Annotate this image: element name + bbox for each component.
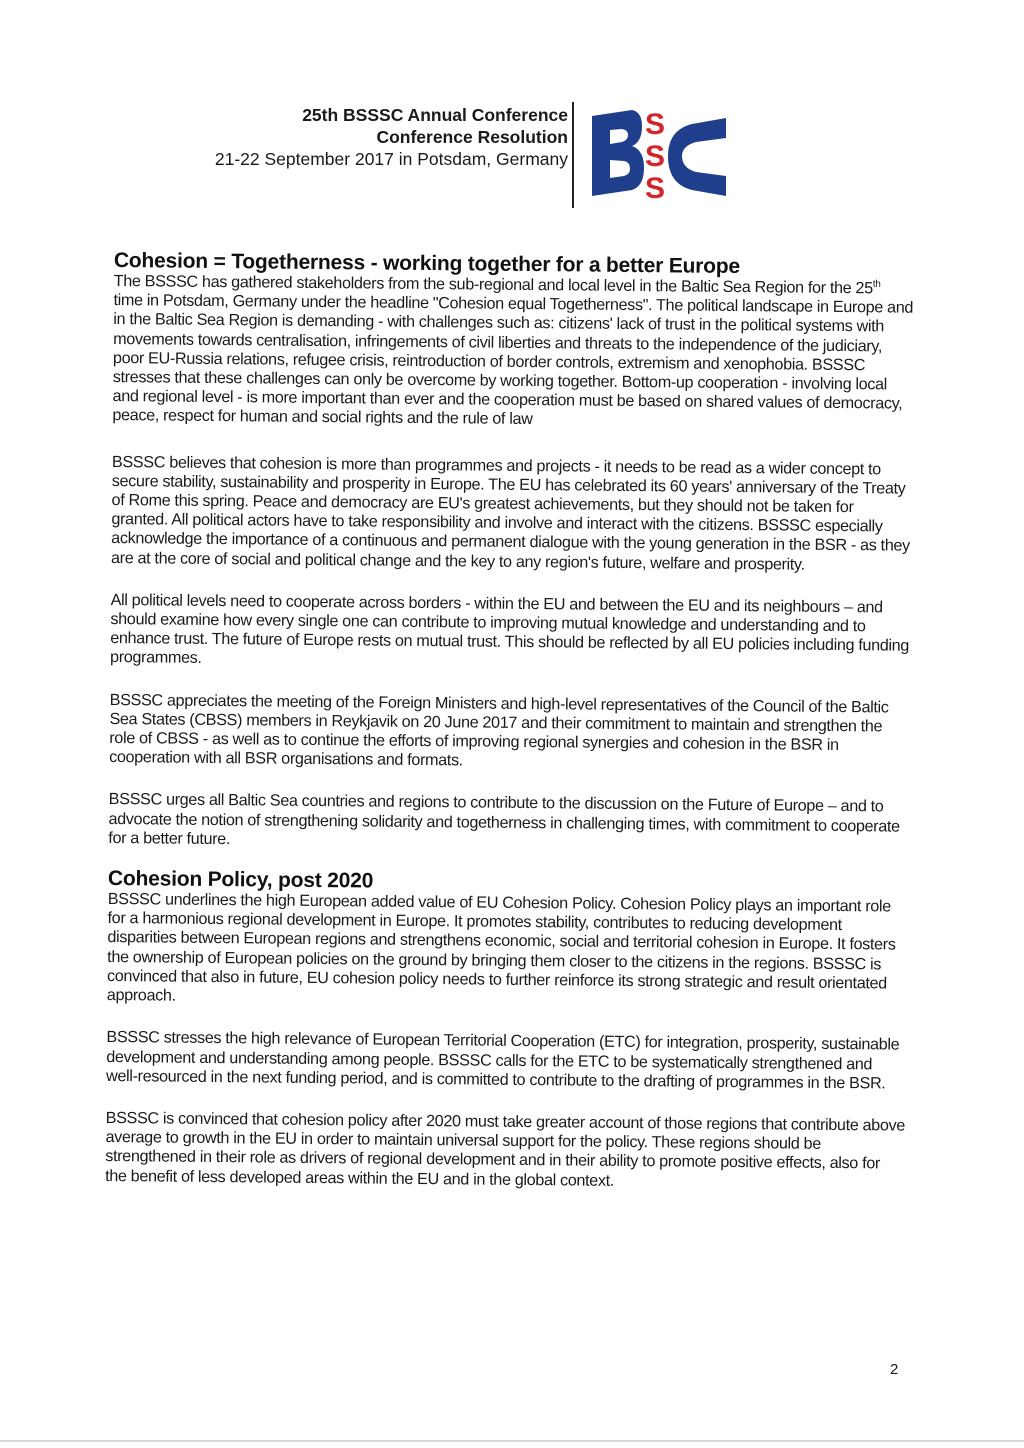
conference-date-location: 21-22 September 2017 in Potsdam, Germany xyxy=(214,149,568,169)
page-number: 2 xyxy=(890,1361,899,1378)
paragraph: BSSSC is convinced that cohesion policy after 2020 must take greater account of those regions that contribute above average to growth in the EU in order to maintain universal support for the policy. These regions should be strengthened in their role as drivers of regional development and in their ability to promote positive effects, also for the benefit of less developed areas within the EU and in the global context. xyxy=(105,1108,906,1190)
logo-s-letter-bottom: S xyxy=(644,172,666,205)
logo-s-letter-top: S xyxy=(644,108,666,141)
ordinal-suffix: th xyxy=(872,278,881,290)
paragraph: BSSSC appreciates the meeting of the Foreign Ministers and high-level representatives of the Council of the Baltic Sea States (CBSS) members in Reykjavik on 20 June 2017 and their commitment to maintain and strengthen the role of CBSS - as well as to continue the efforts of improving regional synergies and cohesion in the BSR in cooperation with all BSR organisations and formats. xyxy=(109,690,889,770)
logo-c-shape xyxy=(668,118,726,196)
paragraph-text: The BSSSC has gathered stakeholders from the sub-regional and local level in the Baltic Sea Region for the 25 xyxy=(113,271,873,298)
conference-header xyxy=(215,104,568,170)
paragraph-text: time in Potsdam, Germany under the headline "Cohesion equal Togetherness". The political landscape in Europe and in the Baltic Sea Region is demanding - with challenges such as: citizens' lack of trust in the political systems with movements towards centralisation, infringements of civil liberties and threats to the independence of the judiciary, poor EU-Russia relations, refugee crisis, reintroduction of border controls, extremism and xenophobia. BSSSC stresses that these challenges can only be overcome by working together. Bottom-up cooperation - involving local and regional level - is more important than ever and the cooperation must be based on shared values of democracy, peace, respect for human and social rights and the rule of law xyxy=(112,291,914,429)
header-divider xyxy=(572,102,574,208)
document-type: Conference Resolution xyxy=(376,127,568,147)
paragraph: BSSSC underlines the high European added value of EU Cohesion Policy. Cohesion Policy plays an important role for a harmonious regional development in Europe. It promotes stability, contributes to reducing development disparities between European regions and strengthens economic, social and territorial cohesion in Europe. It fosters the ownership of European policies on the ground by bringing them closer to the citizens in the regions. BSSSC is convinced that also in future, EU cohesion policy needs to further reinforce its strong strategic and result orientated approach. xyxy=(106,890,896,1005)
section-heading-cohesion-policy: Cohesion Policy, post 2020 xyxy=(107,867,374,893)
paragraph xyxy=(112,272,913,433)
conference-title: 25th BSSSC Annual Conference xyxy=(302,105,568,125)
paragraph: BSSSC believes that cohesion is more than programmes and projects - it needs to be read as a wider concept to secure stability, sustainability and prosperity in Europe. The EU has celebrated its 60 years' anniversary of the Treaty of Rome this spring. Peace and democracy are EU's greatest achievements, but they should not be taken for granted. All political actors have to take responsibility and involve and interact with the citizens. BSSSC especially acknowledge the importance of a continuous and permanent dialogue with the young generation in the BSR - as they are at the core of social and political change and the key to any region's future, welfare and prosperity. xyxy=(110,452,910,574)
bsssc-logo xyxy=(588,104,730,208)
paragraph: BSSSC urges all Baltic Sea countries and regions to contribute to the discussion on the Future of Europe – and to advocate the notion of strengthening solidarity and togetherness in challenging times, with commitment to cooperate for a better future. xyxy=(108,790,900,849)
section-heading-cohesion: Cohesion = Togetherness - working together for a better Europe xyxy=(113,249,741,279)
logo-s-letter-middle: S xyxy=(644,140,666,173)
resolution-body xyxy=(105,250,914,1193)
page-bottom-edge xyxy=(0,1440,1024,1442)
paragraph: All political levels need to cooperate across borders - within the EU and between the EU and its neighbours – and should examine how every single one can contribute to improving mutual knowledge and understanding and to enhance trust. The future of Europe rests on mutual trust. This should be reflected by all EU policies including funding programmes. xyxy=(110,590,910,668)
paragraph: BSSSC stresses the high relevance of European Territorial Cooperation (ETC) for integration, prosperity, sustainable development and understanding among people. BSSSC calls for the ETC to be systematically strengthened and well-resourced in the next funding period, and is committed to contribute to the drafting of programmes in the BSR. xyxy=(105,1028,900,1093)
logo-b-shape xyxy=(592,110,644,196)
